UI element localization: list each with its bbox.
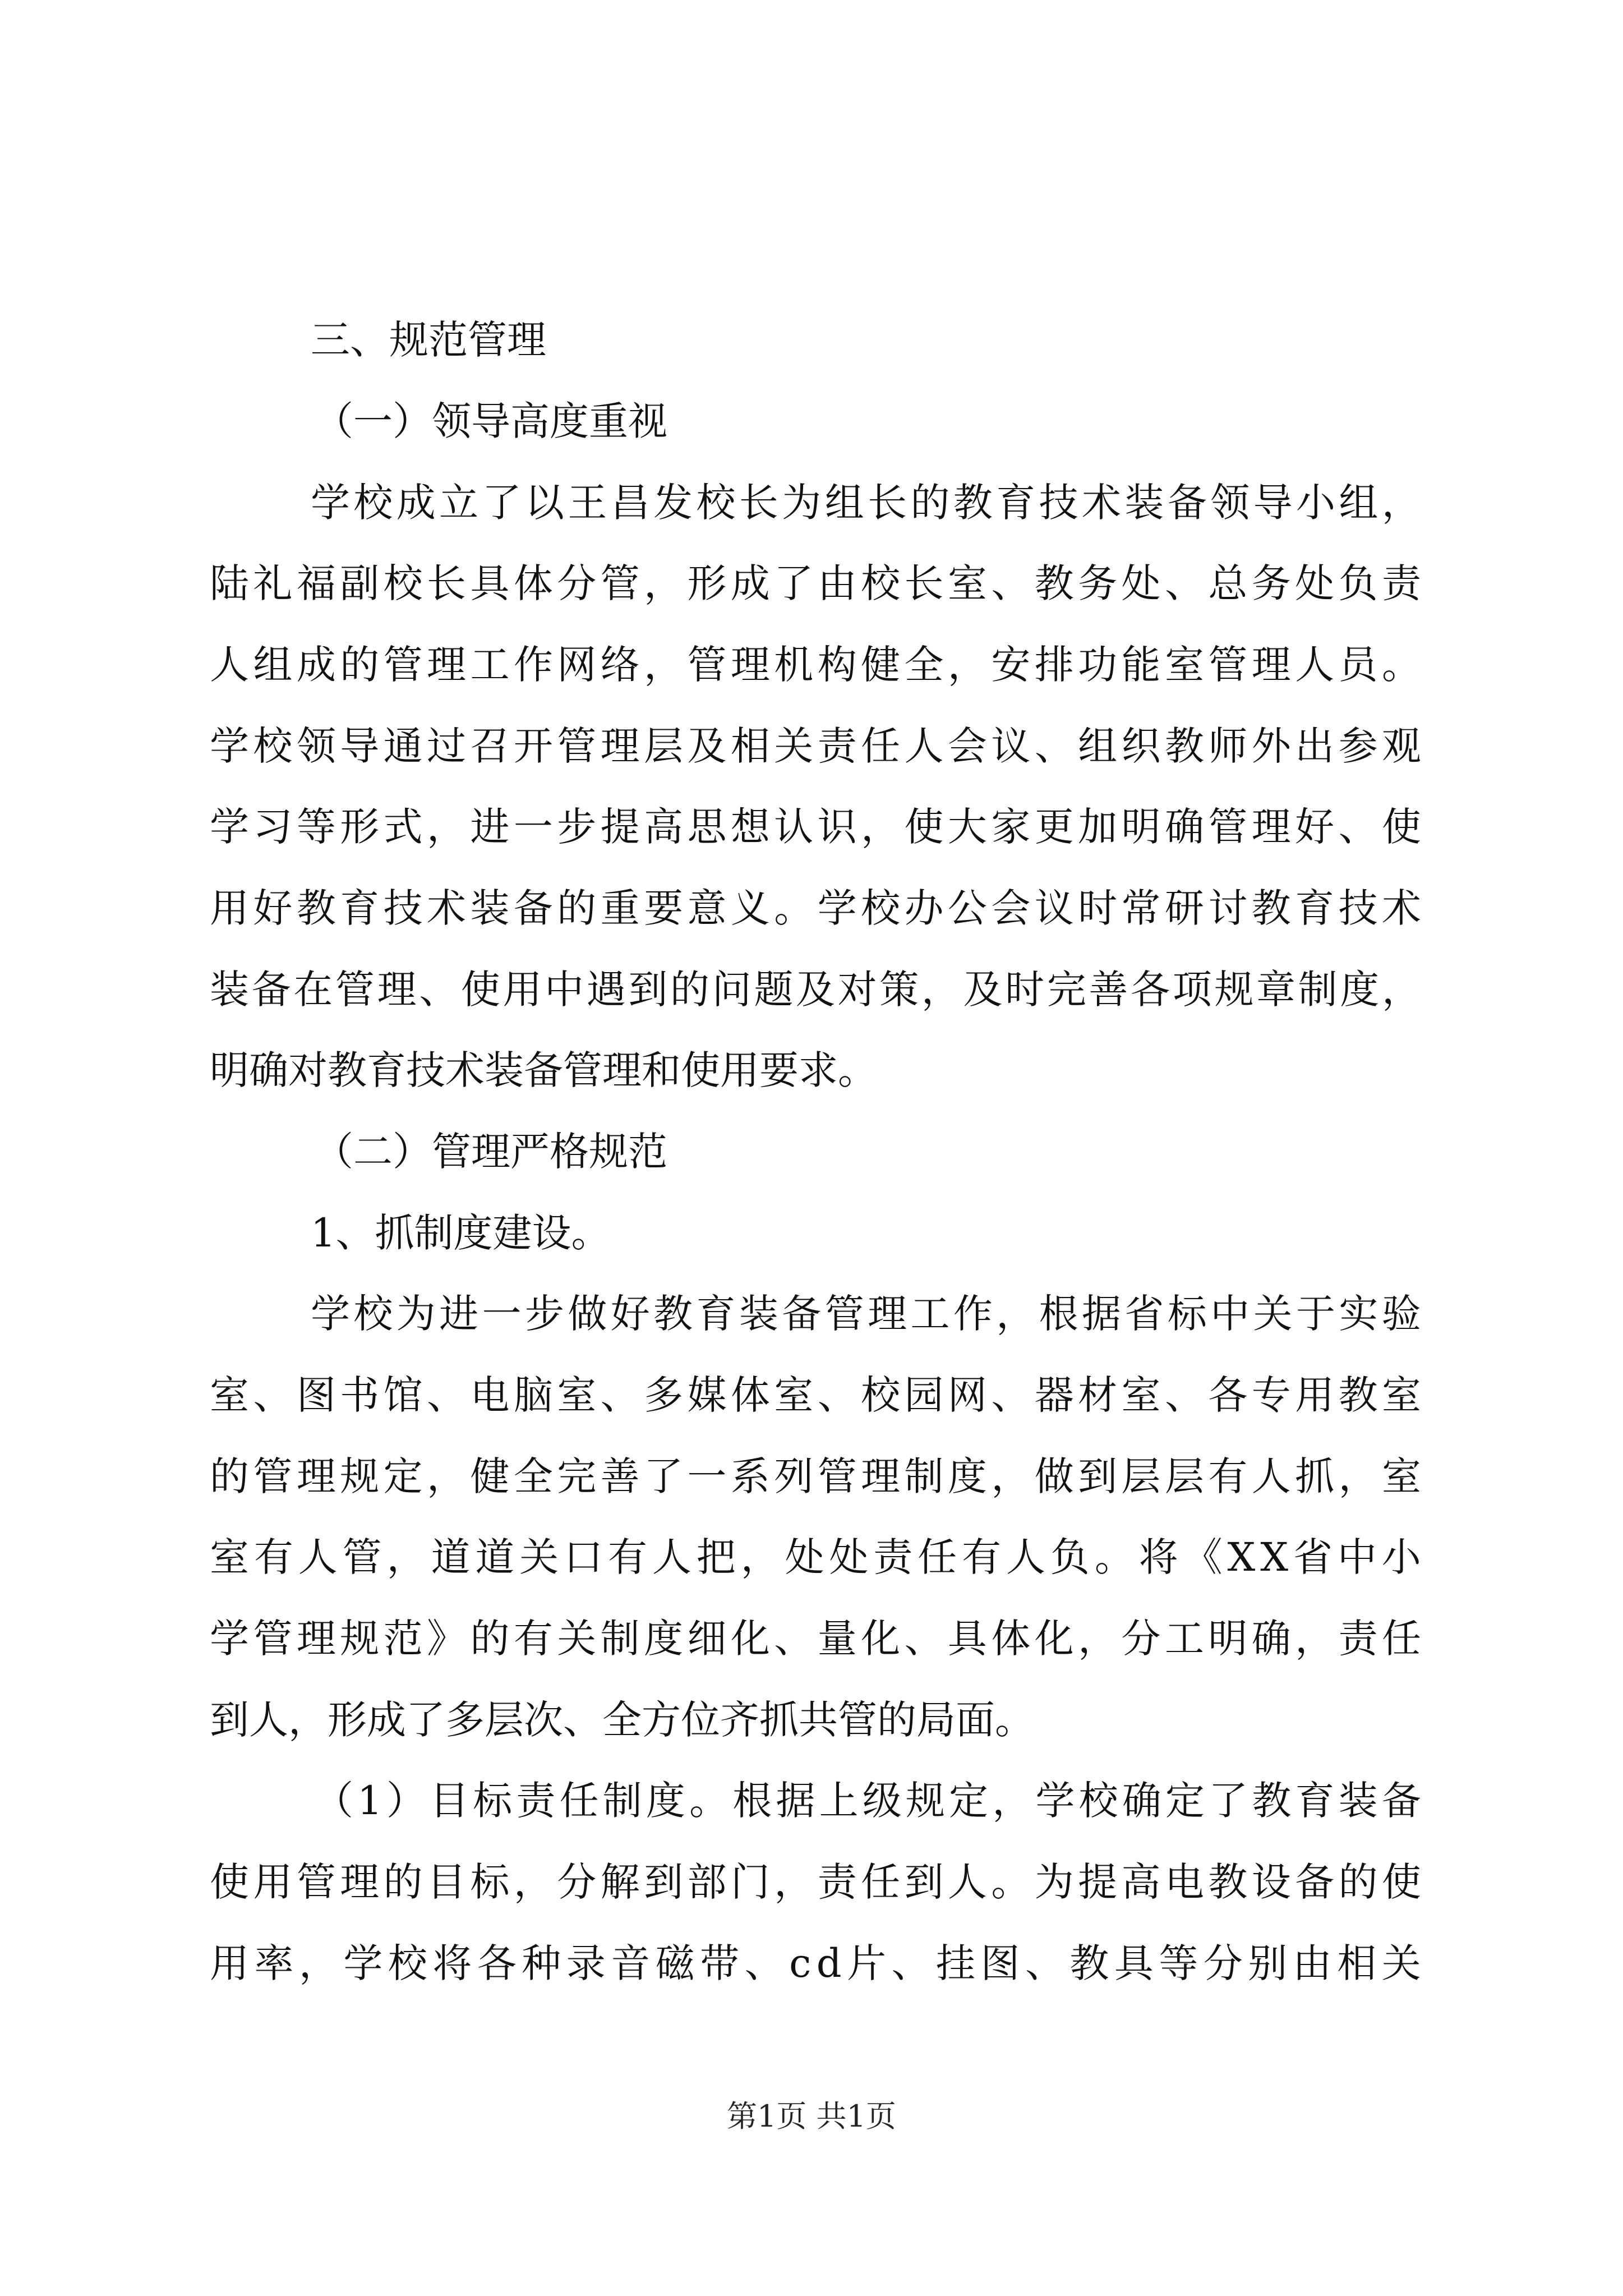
subsection-heading: （一）领导高度重视 [314,398,667,444]
paragraph-line: 装 备 在 管 理 、 使 用 中 遇 到 的 问 题 及 对 策 ， 及 时 完 善 各 项 规 章 制 度 ， [210,967,1421,1013]
paragraph-line: 用 好 教 育 技 术 装 备 的 重 要 意 义 。 学 校 办 公 会 议 时 常 研 讨 教 育 技 术 [210,885,1421,931]
paragraph-line: 室 有 人 管 ， 道 道 关 口 有 人 把 ， 处 处 责 任 有 人 负 。 将 《 X X 省 中 小 [210,1534,1421,1580]
item-heading: 1、抓制度建设。 [311,1210,611,1256]
paragraph-line: 室 、 图 书 馆 、 电 脑 室 、 多 媒 体 室 、 校 园 网 、 器 材 室 、 各 专 用 教 室 [210,1372,1421,1418]
section-heading: 三、规范管理 [311,317,546,363]
subsection-heading: （二）管理严格规范 [314,1129,667,1175]
paragraph-line: 陆 礼 福 副 校 长 具 体 分 管 ， 形 成 了 由 校 长 室 、 教 务 处 、 总 务 处 负 责 [210,560,1421,606]
paragraph-line: 学 校 成 立 了 以 王 昌 发 校 长 为 组 长 的 教 育 技 术 装 备 领 导 小 组 ， [311,480,1421,526]
paragraph-line: 学 校 领 导 通 过 召 开 管 理 层 及 相 关 责 任 人 会 议 、 组 织 教 师 外 出 参 观 [210,723,1421,769]
paragraph-line: （ 1 ） 目 标 责 任 制 度 。 根 据 上 级 规 定 ， 学 校 确 定 了 教 育 装 备 [314,1778,1421,1824]
paragraph-line: 明确对教育技术装备管理和使用要求。 [210,1047,877,1093]
paragraph-line: 学 习 等 形 式 ， 进 一 步 提 高 思 想 认 识 ， 使 大 家 更 加 明 确 管 理 好 、 使 [210,804,1421,850]
paragraph-line: 到人，形成了多层次、全方位齐抓共管的局面。 [210,1697,1034,1743]
paragraph-line: 学 管 理 规 范 》 的 有 关 制 度 细 化 、 量 化 、 具 体 化 ， 分 工 明 确 ， 责 任 [210,1616,1421,1662]
page-footer: 第1页 共1页 [727,2099,896,2134]
paragraph-line: 使 用 管 理 的 目 标 ， 分 解 到 部 门 ， 责 任 到 人 。 为 提 高 电 教 设 备 的 使 [210,1859,1421,1905]
paragraph-line: 的 管 理 规 定 ， 健 全 完 善 了 一 系 列 管 理 制 度 ， 做 到 层 层 有 人 抓 ， 室 [210,1453,1421,1499]
paragraph-line: 人 组 成 的 管 理 工 作 网 络 ， 管 理 机 构 健 全 ， 安 排 功 能 室 管 理 人 员 。 [210,642,1421,688]
paragraph-line: 用 率 ， 学 校 将 各 种 录 音 磁 带 、 c d 片 、 挂 图 、 教 具 等 分 别 由 相 关 [210,1940,1421,1986]
paragraph-line: 学 校 为 进 一 步 做 好 教 育 装 备 管 理 工 作 ， 根 据 省 标 中 关 于 实 验 [311,1291,1421,1337]
